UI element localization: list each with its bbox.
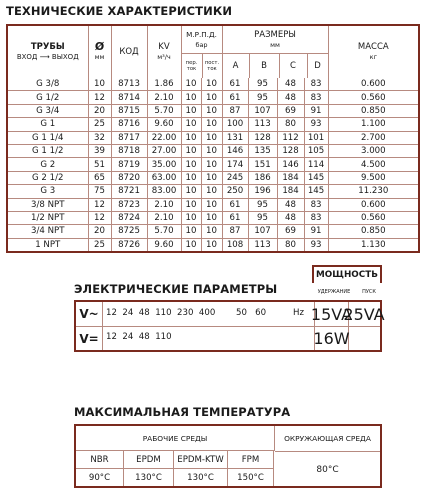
ac-frequencies: 50 60 — [236, 308, 267, 318]
cell-diameter: 25 — [88, 118, 111, 131]
cell-dim-a: 174 — [222, 158, 248, 171]
cell-mpd-dc: 10 — [201, 91, 222, 104]
cell-mpd-ac: 10 — [181, 238, 201, 251]
cell-pipe: G 1/2 — [8, 91, 88, 104]
cell-mpd-dc: 10 — [201, 225, 222, 238]
cell-mass: 3.000 — [328, 144, 418, 157]
cell-diameter: 39 — [88, 144, 111, 157]
cell-kv: 5.70 — [147, 104, 181, 117]
cell-dim-b: 128 — [248, 131, 277, 144]
cell-code: 8718 — [111, 144, 147, 157]
cell-code: 8715 — [111, 104, 147, 117]
cell-mpd-dc: 10 — [201, 211, 222, 224]
cell-dim-b: 113 — [248, 118, 277, 131]
cell-mass: 0.600 — [328, 78, 418, 91]
cell-dim-c: 128 — [277, 144, 304, 157]
cell-dim-c: 48 — [277, 211, 304, 224]
cell-dim-d: 93 — [304, 238, 328, 251]
cell-dim-b: 95 — [248, 211, 277, 224]
cell-mass: 1.100 — [328, 118, 418, 131]
cell-dim-a: 100 — [222, 118, 248, 131]
cell-code: 8720 — [111, 171, 147, 184]
cell-diameter: 20 — [88, 104, 111, 117]
cell-kv: 83.00 — [147, 185, 181, 198]
cell-mpd-ac: 10 — [181, 158, 201, 171]
cell-pipe: G 3/8 — [8, 78, 88, 91]
cell-mpd-dc: 10 — [201, 171, 222, 184]
material-temp: 130°C — [174, 469, 228, 486]
work-media-header: РАБОЧИЕ СРЕДЫ — [76, 426, 275, 451]
cell-diameter: 12 — [88, 198, 111, 211]
cell-dim-a: 87 — [222, 225, 248, 238]
cell-mass: 4.500 — [328, 158, 418, 171]
cell-dim-b: 113 — [248, 238, 277, 251]
header-dim-a: A — [223, 54, 250, 78]
cell-dim-a: 250 — [222, 185, 248, 198]
power-start-label: ПУСК — [362, 288, 376, 295]
cell-code: 8719 — [111, 158, 147, 171]
cell-pipe: 3/8 NPT — [8, 198, 88, 211]
table-row — [8, 238, 418, 251]
cell-dim-b: 95 — [248, 91, 277, 104]
cell-dim-d: 91 — [304, 104, 328, 117]
cell-code: 8723 — [111, 198, 147, 211]
cell-mpd-ac: 10 — [181, 225, 201, 238]
material-name: EPDM — [124, 451, 174, 469]
cell-diameter: 65 — [88, 171, 111, 184]
cell-mass: 0.560 — [328, 211, 418, 224]
cell-dim-b: 95 — [248, 78, 277, 91]
cell-diameter: 25 — [88, 238, 111, 251]
material-name: FPM — [228, 451, 274, 469]
cell-mpd-ac: 10 — [181, 171, 201, 184]
cell-dim-a: 61 — [222, 91, 248, 104]
cell-mass: 9.500 — [328, 171, 418, 184]
table-row — [8, 225, 418, 238]
cell-pipe: G 3/4 — [8, 104, 88, 117]
material-temp: 90°C — [76, 469, 124, 486]
cell-dim-c: 146 — [277, 158, 304, 171]
cell-mpd-dc: 10 — [201, 158, 222, 171]
cell-dim-d: 83 — [304, 198, 328, 211]
cell-mass: 0.850 — [328, 104, 418, 117]
cell-dim-c: 69 — [277, 104, 304, 117]
cell-dim-d: 93 — [304, 118, 328, 131]
cell-dim-c: 80 — [277, 118, 304, 131]
cell-dim-b: 107 — [248, 225, 277, 238]
ac-start-power: 25VA — [343, 304, 385, 324]
cell-dim-a: 61 — [222, 78, 248, 91]
dc-label: V= — [76, 327, 103, 350]
header-pipes: ТРУБЫ ВХОД ⟶ ВЫХОД — [16, 42, 79, 61]
cell-dim-b: 107 — [248, 104, 277, 117]
cell-mpd-ac: 10 — [181, 185, 201, 198]
header-mass: МАССА кг — [328, 26, 418, 78]
table-row — [8, 185, 418, 198]
table-row — [8, 104, 418, 117]
table-row — [8, 198, 418, 211]
cell-pipe: G 3 — [8, 185, 88, 198]
cell-dim-a: 87 — [222, 104, 248, 117]
cell-pipe: 1 NPT — [35, 239, 61, 250]
cell-dim-c: 184 — [277, 171, 304, 184]
cell-mpd-dc: 10 — [201, 78, 222, 91]
cell-kv: 9.60 — [147, 238, 181, 251]
dc-row — [76, 327, 380, 350]
cell-mpd-dc: 10 — [201, 144, 222, 157]
material-temp: 130°C — [124, 469, 174, 486]
temperature-title: МАКСИМАЛЬНАЯ ТЕМПЕРАТУРА — [74, 405, 291, 419]
power-hold-label: УДЕРЖАНИЕ — [317, 288, 351, 295]
cell-dim-c: 48 — [277, 78, 304, 91]
cell-dim-b: 95 — [248, 198, 277, 211]
cell-code: 8716 — [111, 118, 147, 131]
cell-mpd-ac: 10 — [181, 91, 201, 104]
ambient-header: ОКРУЖАЮЩАЯ СРЕДА — [284, 433, 371, 443]
cell-code: 8714 — [111, 91, 147, 104]
cell-mpd-dc: 10 — [201, 185, 222, 198]
table-row — [8, 91, 418, 104]
cell-dim-d: 145 — [304, 171, 328, 184]
header-dimensions: РАЗМЕРЫ мм A B C D — [222, 26, 328, 78]
cell-dim-b: 186 — [248, 171, 277, 184]
table-row — [8, 158, 418, 171]
cell-dim-a: 131 — [222, 131, 248, 144]
cell-mpd-ac: 10 — [181, 198, 201, 211]
ac-hold-power: 15VA — [314, 302, 349, 326]
cell-dim-c: 80 — [277, 238, 304, 251]
cell-diameter: 75 — [88, 185, 111, 198]
cell-mpd-dc: 10 — [201, 118, 222, 131]
ac-voltages: 12 24 48 110 230 400 — [106, 308, 216, 318]
table-row — [8, 171, 418, 184]
table-row — [8, 131, 418, 144]
ac-row — [76, 302, 385, 327]
cell-dim-c: 48 — [277, 91, 304, 104]
cell-code: 8726 — [111, 238, 147, 251]
cell-dim-b: 135 — [248, 144, 277, 157]
cell-kv: 9.60 — [147, 118, 181, 131]
cell-mpd-dc: 10 — [201, 131, 222, 144]
ac-label: V~ — [76, 302, 103, 326]
cell-dim-b: 196 — [248, 185, 277, 198]
cell-diameter: 51 — [88, 158, 111, 171]
power-subheaders — [312, 283, 382, 300]
cell-kv: 35.00 — [147, 158, 181, 171]
cell-mass: 2.700 — [328, 131, 418, 144]
cell-diameter: 32 — [88, 131, 111, 144]
header-dim-c: C — [280, 54, 308, 78]
cell-dim-b: 151 — [248, 158, 277, 171]
material-temp: 150°C — [228, 469, 274, 486]
cell-kv: 2.10 — [147, 91, 181, 104]
hz-unit: Hz — [293, 308, 304, 318]
cell-mass: 0.560 — [328, 91, 418, 104]
cell-pipe: G 2 — [8, 158, 88, 171]
cell-mpd-dc: 10 — [201, 198, 222, 211]
cell-dim-d: 105 — [304, 144, 328, 157]
cell-diameter: 12 — [88, 91, 111, 104]
cell-dim-d: 91 — [304, 225, 328, 238]
table-row — [8, 118, 418, 131]
cell-mpd-ac: 10 — [181, 104, 201, 117]
header-dim-b: B — [250, 54, 280, 78]
arrow-right-icon: ⟶ — [39, 53, 50, 61]
cell-dim-c: 69 — [277, 225, 304, 238]
cell-kv: 5.70 — [147, 225, 181, 238]
material-name: EPDM-KTW — [174, 451, 228, 469]
cell-kv: 27.00 — [147, 144, 181, 157]
material-name: NBR — [76, 451, 124, 469]
header-mpd-dc: пост. ток — [204, 59, 220, 72]
dc-hold-power: 16W — [313, 329, 350, 348]
cell-code: 8717 — [111, 131, 147, 144]
header-kv: KV м³/ч — [147, 26, 181, 78]
cell-dim-d: 83 — [304, 211, 328, 224]
cell-dim-d: 83 — [304, 91, 328, 104]
cell-pipe: G 1 1/2 — [8, 144, 88, 157]
cell-kv: 22.00 — [147, 131, 181, 144]
electric-title: ЭЛЕКТРИЧЕСКИЕ ПАРАМЕТРЫ — [74, 282, 278, 296]
header-code: КОД — [111, 26, 147, 78]
cell-dim-a: 61 — [222, 211, 248, 224]
header-dim-d: D — [314, 60, 321, 71]
cell-pipe: 1/2 NPT — [8, 211, 88, 224]
cell-diameter: 20 — [88, 225, 111, 238]
cell-pipe: 3/4 NPT — [8, 225, 88, 238]
cell-mass: 1.130 — [328, 238, 418, 251]
cell-mpd-ac: 10 — [181, 131, 201, 144]
cell-dim-a: 61 — [222, 198, 248, 211]
cell-dim-d: 83 — [304, 78, 328, 91]
cell-dim-a: 146 — [222, 144, 248, 157]
cell-kv: 2.10 — [147, 198, 181, 211]
cell-mass: 0.850 — [328, 225, 418, 238]
cell-code: 8724 — [111, 211, 147, 224]
header-mpd-ac: пер. ток — [182, 54, 203, 78]
temperature-table — [74, 424, 382, 488]
cell-code: 8713 — [111, 78, 147, 91]
cell-dim-c: 48 — [277, 198, 304, 211]
cell-dim-d: 145 — [304, 185, 328, 198]
cell-dim-d: 101 — [304, 131, 328, 144]
table-row — [8, 144, 418, 157]
table-row — [8, 211, 418, 224]
cell-mpd-dc: 10 — [201, 238, 222, 251]
cell-diameter: 10 — [88, 78, 111, 91]
cell-mass: 0.600 — [328, 198, 418, 211]
cell-pipe: G 1 1/4 — [8, 131, 88, 144]
cell-code: 8721 — [111, 185, 147, 198]
cell-mass: 11.230 — [328, 185, 418, 198]
cell-dim-a: 245 — [222, 171, 248, 184]
cell-kv: 63.00 — [147, 171, 181, 184]
cell-dim-c: 184 — [277, 185, 304, 198]
cell-dim-d: 114 — [304, 158, 328, 171]
header-diameter: Ø мм — [88, 26, 111, 78]
cell-pipe: G 2 1/2 — [8, 171, 88, 184]
cell-kv: 2.10 — [147, 211, 181, 224]
power-title-box: МОЩНОСТЬ — [312, 265, 382, 283]
cell-mpd-ac: 10 — [181, 144, 201, 157]
header-mpd: М.Р.П.Д. бар пер. ток пост. ток — [181, 26, 222, 78]
dc-voltages: 12 24 48 110 — [106, 332, 172, 342]
cell-mpd-ac: 10 — [181, 211, 201, 224]
specs-title: ТЕХНИЧЕСКИЕ ХАРАКТЕРИСТИКИ — [6, 4, 233, 18]
table-row — [8, 78, 418, 91]
ambient-temp: 80°C — [275, 451, 380, 487]
cell-kv: 1.86 — [147, 78, 181, 91]
cell-pipe: G 1 — [8, 118, 88, 131]
electric-table — [74, 300, 385, 352]
cell-mpd-ac: 10 — [181, 78, 201, 91]
cell-diameter: 12 — [88, 211, 111, 224]
cell-mpd-dc: 10 — [201, 104, 222, 117]
cell-mpd-ac: 10 — [181, 118, 201, 131]
cell-dim-c: 112 — [277, 131, 304, 144]
specs-table — [6, 24, 420, 253]
cell-code: 8725 — [111, 225, 147, 238]
cell-dim-a: 108 — [222, 238, 248, 251]
